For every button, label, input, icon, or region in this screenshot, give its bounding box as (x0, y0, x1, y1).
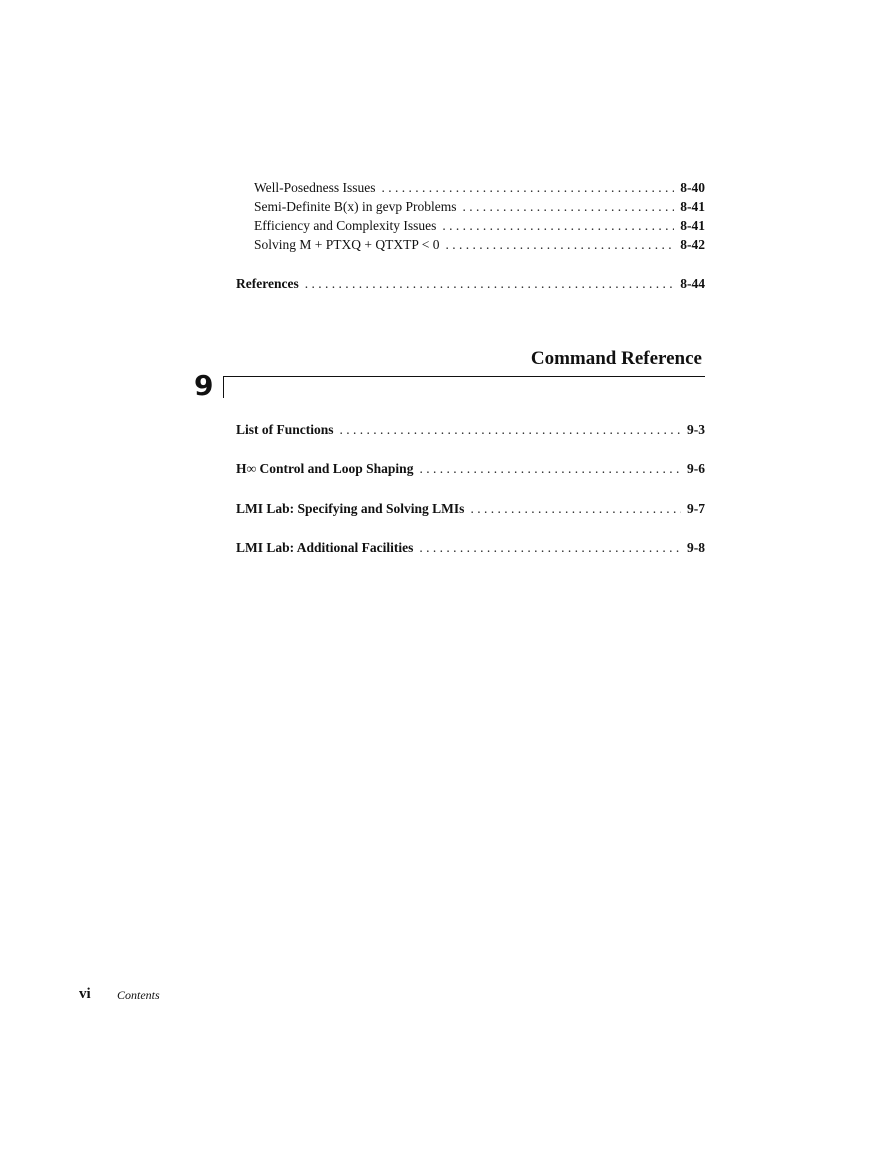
chapter-rule (223, 376, 705, 377)
dot-leader (419, 539, 681, 557)
dot-leader (419, 460, 681, 478)
toc-entry-label: Efficiency and Complexity Issues (254, 218, 437, 233)
toc-entry-label: LMI Lab: Specifying and Solving LMIs (236, 501, 465, 516)
toc-page-number: 8-44 (680, 276, 705, 291)
toc-page-number: 8-41 (680, 199, 705, 214)
toc-page-number: 8-42 (680, 237, 705, 252)
dot-leader (442, 217, 674, 235)
toc-page-number: 9-6 (687, 461, 705, 476)
dot-leader (470, 500, 681, 518)
toc-page-number: 9-3 (687, 422, 705, 437)
toc-entry-label: Solving M + PTXQ + QTXTP < 0 (254, 237, 440, 252)
toc-entry-efficiency[interactable] (254, 217, 705, 235)
toc-entry-semi-definite[interactable] (254, 198, 705, 216)
toc-entry-label: References (236, 276, 299, 291)
toc-entry-label: List of Functions (236, 422, 334, 437)
chapter-rule-tick (223, 376, 224, 398)
toc-page-number: 8-40 (680, 180, 705, 195)
toc-page-number: 9-8 (687, 540, 705, 555)
dot-leader (340, 421, 681, 439)
dot-leader (382, 179, 675, 197)
toc-entry-lmi-lab-additional[interactable] (236, 539, 705, 557)
running-footer-section: Contents (117, 988, 160, 1002)
toc-entry-label: Well-Posedness Issues (254, 180, 376, 195)
toc-entry-well-posedness[interactable] (254, 179, 705, 197)
chapter-title[interactable]: Command Reference (530, 348, 702, 369)
dot-leader (445, 236, 674, 254)
page-folio: vi (79, 986, 91, 1002)
toc-entry-lmi-lab-specifying[interactable] (236, 500, 705, 518)
chapter-number: 9 (194, 369, 214, 402)
toc-entry-label: H∞ Control and Loop Shaping (236, 461, 414, 476)
toc-entry-h-infinity[interactable] (236, 460, 705, 478)
toc-entry-label: Semi-Definite B(x) in gevp Problems (254, 199, 457, 214)
toc-page-number: 9-7 (687, 501, 705, 516)
toc-entry-label: LMI Lab: Additional Facilities (236, 540, 414, 555)
dot-leader (462, 198, 674, 216)
toc-entry-solving[interactable] (254, 236, 705, 254)
toc-entry-list-of-functions[interactable] (236, 421, 705, 439)
toc-entry-references[interactable] (236, 275, 705, 293)
toc-page-number: 8-41 (680, 218, 705, 233)
dot-leader (305, 275, 675, 293)
